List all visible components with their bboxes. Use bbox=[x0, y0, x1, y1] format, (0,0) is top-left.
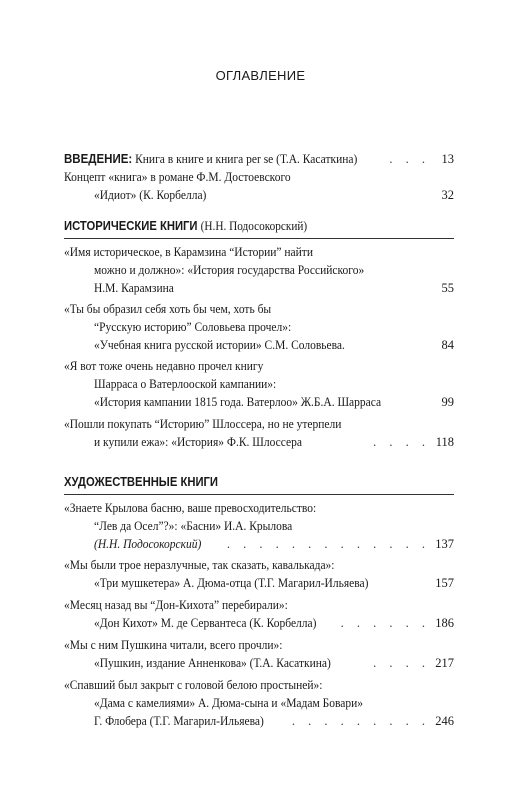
section-editor: (Н.Н. Подосокорский) bbox=[200, 219, 308, 233]
toc-entry bbox=[64, 677, 454, 693]
section-title: ИСТОРИЧЕСКИЕ КНИГИ bbox=[64, 219, 198, 233]
page-number: 157 bbox=[432, 575, 454, 591]
toc-entry bbox=[94, 280, 454, 296]
page-number: 55 bbox=[439, 280, 455, 296]
section-rule bbox=[64, 494, 454, 495]
toc-entry-intro-1 bbox=[64, 151, 454, 167]
page-number: 32 bbox=[439, 187, 455, 203]
page-number: 137 bbox=[432, 536, 454, 552]
toc-entry bbox=[94, 376, 454, 392]
entry-line: можно и должно»: «История государства Российского» bbox=[94, 263, 365, 277]
toc-entry bbox=[94, 518, 454, 534]
toc-entry-intro-2 bbox=[64, 169, 454, 185]
toc-entry bbox=[64, 597, 454, 613]
toc-entry bbox=[94, 536, 454, 552]
leader-dots: . . . . . . . . . . . . . bbox=[226, 537, 430, 551]
entry-line: «Месяц назад вы “Дон-Кихота” перебирали»: bbox=[64, 598, 288, 612]
toc-entry bbox=[64, 358, 454, 374]
toc-entry bbox=[94, 394, 454, 410]
entry-line: “Лев да Осел”?»: «Басни» И.А. Крылова bbox=[94, 519, 293, 533]
toc-entry bbox=[94, 434, 454, 450]
toc-entry bbox=[94, 575, 454, 591]
toc-entry bbox=[64, 557, 454, 573]
leader-dots: . . . . bbox=[373, 435, 430, 449]
toc-entry bbox=[94, 337, 454, 353]
leader-dots: . . . . . . bbox=[340, 616, 430, 630]
intro-label: ВВЕДЕНИЕ: bbox=[64, 152, 133, 166]
entry-line: «Дама с камелиями» А. Дюма-сына и «Мадам Бовари» bbox=[94, 696, 364, 710]
page-number: 13 bbox=[439, 151, 455, 167]
toc-entry bbox=[64, 500, 454, 516]
entry-line: Концепт «книга» в романе Ф.М. Достоевского bbox=[64, 170, 291, 184]
page-number: 186 bbox=[432, 615, 454, 631]
page-number: 217 bbox=[432, 655, 454, 671]
page-title: ОГЛАВЛЕНИЕ bbox=[215, 68, 306, 83]
entry-line: «Учебная книга русской истории» С.М. Соловьева. bbox=[94, 338, 345, 352]
toc-entry bbox=[94, 615, 454, 631]
entry-line: «Идиот» (К. Корбелла) bbox=[94, 188, 207, 202]
entry-line: «Дон Кихот» М. де Сервантеса (К. Корбелла) bbox=[94, 616, 317, 630]
toc-entry bbox=[94, 695, 454, 711]
entry-line: «Ты бы образил себя хоть бы чем, хоть бы bbox=[64, 302, 272, 316]
toc-entry bbox=[64, 244, 454, 260]
entry-line: «Спавший был закрыт с головой белою простыней»: bbox=[64, 678, 323, 692]
entry-line: Г. Флобера (Т.Г. Магарил-Ильяева) bbox=[94, 714, 264, 728]
toc-entry bbox=[64, 416, 454, 432]
section-title: ХУДОЖЕСТВЕННЫЕ КНИГИ bbox=[64, 475, 218, 489]
toc-entry bbox=[94, 713, 454, 729]
toc-entry-intro-2-cont bbox=[94, 187, 454, 203]
entry-line: и купили ежа»: «История» Ф.К. Шлоссера bbox=[94, 435, 302, 449]
toc-entry bbox=[64, 637, 454, 653]
entry-line: «Три мушкетера» А. Дюма-отца (Т.Г. Магарил-Ильяева) bbox=[94, 576, 369, 590]
entry-line: Н.М. Карамзина bbox=[94, 281, 174, 295]
entry-line: «Мы с ним Пушкина читали, всего прочли»: bbox=[64, 638, 283, 652]
toc-entry bbox=[94, 655, 454, 671]
section-rule bbox=[64, 238, 454, 239]
toc-entry bbox=[94, 262, 454, 278]
entry-line: (Н.Н. Подосокорский) bbox=[94, 537, 202, 551]
toc-entry bbox=[64, 301, 454, 317]
entry-line: «Мы были трое неразлучные, так сказать, кавалькада»: bbox=[64, 558, 335, 572]
entry-line: «Я вот тоже очень недавно прочел книгу bbox=[64, 359, 264, 373]
leader-dots: . . . bbox=[389, 152, 430, 166]
entry-line: «Пошли покупать “Историю” Шлоссера, но не утерпели bbox=[64, 417, 342, 431]
toc-entry bbox=[94, 319, 454, 335]
entry-line: Книга в книге и книга per se (Т.А. Касаткина) bbox=[135, 152, 358, 166]
page-number: 99 bbox=[439, 394, 455, 410]
section-header-fiction bbox=[64, 475, 218, 489]
page-number: 118 bbox=[433, 434, 454, 450]
page-number: 246 bbox=[432, 713, 454, 729]
entry-line: Шарраса о Ватерлооской кампании»: bbox=[94, 377, 277, 391]
section-header-historical bbox=[64, 219, 307, 234]
entry-line: «Знаете Крылова басню, ваше превосходительство: bbox=[64, 501, 317, 515]
leader-dots: . . . . bbox=[373, 656, 430, 670]
entry-line: «История кампании 1815 года. Ватерлоо» Ж.Б.А. Шарраса bbox=[94, 395, 382, 409]
entry-line: “Русскую историю” Соловьева прочел»: bbox=[94, 320, 292, 334]
entry-line: «Имя историческое, в Карамзина “Истории” найти bbox=[64, 245, 313, 259]
leader-dots: . . . . . . . . . bbox=[291, 714, 430, 728]
entry-line: «Пушкин, издание Анненкова» (Т.А. Касаткина) bbox=[94, 656, 331, 670]
page-number: 84 bbox=[439, 337, 455, 353]
